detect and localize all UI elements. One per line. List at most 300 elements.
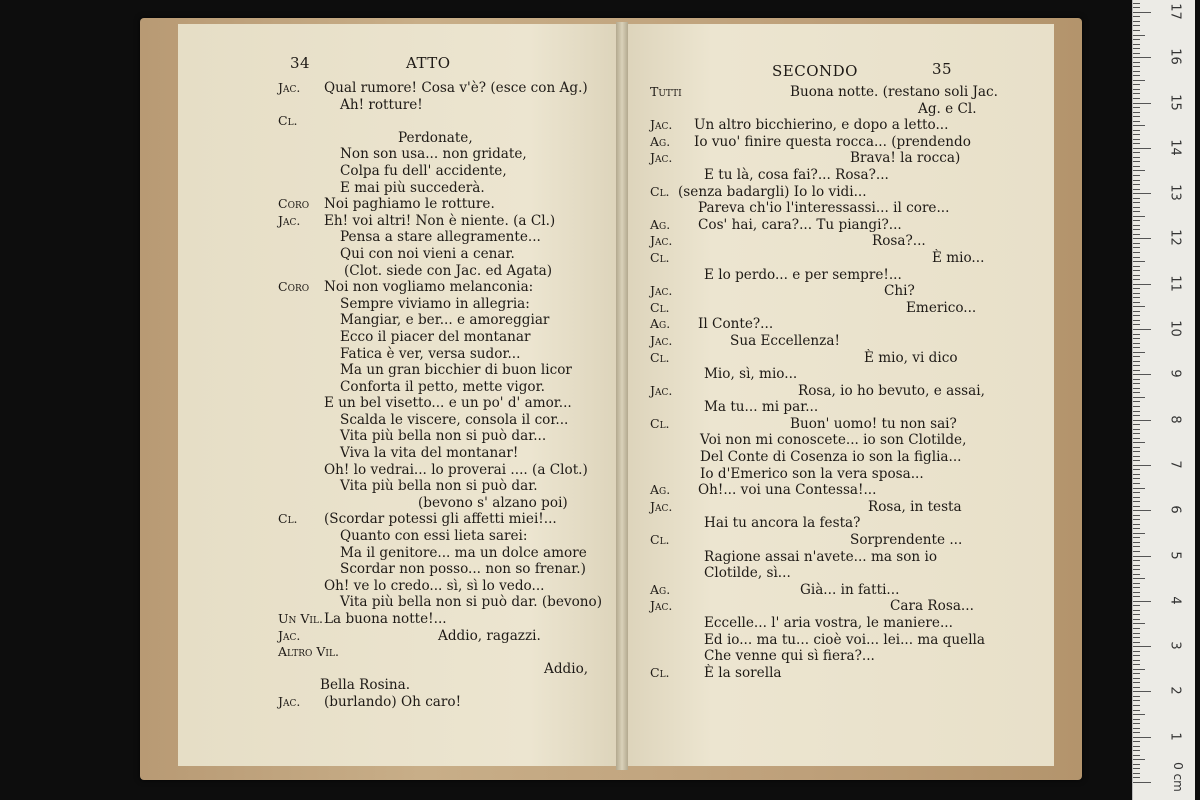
ruler-tick xyxy=(1133,352,1145,353)
ruler-tick xyxy=(1133,297,1140,298)
text-line xyxy=(278,312,608,329)
ruler-tick xyxy=(1133,687,1140,688)
ruler-tick xyxy=(1133,587,1140,588)
ruler-number: 2 xyxy=(1167,686,1183,696)
ruler-tick xyxy=(1133,84,1140,85)
ruler-tick xyxy=(1133,768,1140,769)
ruler-tick xyxy=(1133,714,1145,715)
ruler-tick xyxy=(1133,379,1140,380)
text-line xyxy=(650,167,1050,184)
ruler-tick xyxy=(1133,107,1140,108)
speaker-label: Cl. xyxy=(650,664,670,680)
speaker-label: Jac. xyxy=(278,693,301,709)
ruler-tick xyxy=(1133,293,1140,294)
text-line xyxy=(278,180,608,197)
text-line xyxy=(278,146,608,163)
ruler-tick xyxy=(1133,746,1140,747)
ruler-tick xyxy=(1133,152,1140,153)
ruler-tick xyxy=(1133,460,1140,461)
verse-text: Addio, ragazzi. xyxy=(438,627,541,644)
speaker-label: Un Vil. xyxy=(278,611,323,626)
verse-text: Ed io... ma tu... cioè voi... lei... ma quella xyxy=(704,631,985,648)
ruler-tick xyxy=(1133,329,1151,330)
ruler-tick xyxy=(1133,343,1140,344)
ruler-tick xyxy=(1133,93,1140,94)
verse-text: Del Conte di Cosenza io son la figlia... xyxy=(700,449,962,466)
text-line xyxy=(650,515,1050,532)
ruler-tick xyxy=(1133,456,1140,457)
text-line xyxy=(650,466,1050,483)
verse-text: È mio... xyxy=(932,249,985,266)
verse-text: Buon' uomo! tu non sai? xyxy=(790,415,957,432)
text-line xyxy=(650,350,1050,367)
ruler-tick xyxy=(1133,66,1140,67)
verse-text: Rosa, io ho bevuto, e assai, xyxy=(798,382,985,399)
ruler-tick xyxy=(1133,411,1140,412)
text-line xyxy=(278,545,608,562)
right-running-head: SECONDO xyxy=(772,62,858,80)
ruler-tick xyxy=(1133,578,1145,579)
verse-text: Vita più bella non si può dar. (bevono) xyxy=(340,594,603,611)
text-line xyxy=(650,499,1050,516)
text-line xyxy=(650,532,1050,549)
ruler-tick xyxy=(1133,429,1140,430)
ruler-tick xyxy=(1133,306,1145,307)
ruler-tick xyxy=(1133,320,1140,321)
speaker-label: Altro Vil. xyxy=(278,644,339,660)
verse-text: Oh! lo vedrai... lo proverai .... (a Clot.) xyxy=(324,461,588,478)
ruler-tick xyxy=(1133,125,1145,126)
text-line xyxy=(278,296,608,313)
ruler-tick xyxy=(1133,80,1145,81)
ruler-tick xyxy=(1133,719,1140,720)
ruler-tick xyxy=(1133,116,1140,117)
ruler-tick xyxy=(1133,560,1140,561)
verse-text: Io vuo' finire questa rocca... (prendendo xyxy=(694,133,971,150)
verse-text: Conforta il petto, mette vigor. xyxy=(340,378,545,395)
ruler-tick xyxy=(1133,442,1145,443)
verse-text: Cos' hai, cara?... Tu piangi?... xyxy=(698,216,902,233)
ruler-tick xyxy=(1133,374,1151,375)
ruler-tick xyxy=(1133,198,1140,199)
ruler-tick xyxy=(1133,397,1145,398)
verse-text: La buona notte!... xyxy=(324,611,447,627)
ruler-tick xyxy=(1133,216,1145,217)
ruler-tick xyxy=(1133,279,1140,280)
ruler-tick xyxy=(1133,614,1140,615)
ruler-tick xyxy=(1133,551,1140,552)
verse-text: Mio, sì, mio... xyxy=(704,366,798,383)
verse-text: È la sorella xyxy=(704,664,782,681)
ruler-tick xyxy=(1133,220,1140,221)
ruler-tick xyxy=(1133,533,1145,534)
ruler-tick xyxy=(1133,664,1140,665)
verse-text: Ecco il piacer del montanar xyxy=(340,328,531,345)
verse-text: E tu là, cosa fai?... Rosa?... xyxy=(704,166,889,183)
ruler-tick xyxy=(1133,406,1140,407)
verse-text: Viva la vita del montanar! xyxy=(340,445,519,462)
speaker-label: Ag. xyxy=(650,216,671,232)
ruler-tick xyxy=(1133,478,1140,479)
verse-text: Pensa a stare allegramente... xyxy=(340,229,541,246)
ruler-tick xyxy=(1133,605,1140,606)
verse-text: Rosa, in testa xyxy=(868,498,962,515)
ruler-tick xyxy=(1133,764,1140,765)
verse-text: Voi non mi conoscete... io son Clotilde, xyxy=(700,432,967,449)
ruler-tick xyxy=(1133,415,1140,416)
speaker-label: Cl. xyxy=(650,415,670,431)
text-line xyxy=(650,598,1050,615)
verse-text: E un bel visetto... e un po' d' amor... xyxy=(324,395,572,412)
speaker-label: Cl. xyxy=(650,532,670,548)
ruler-tick xyxy=(1133,678,1140,679)
book-spine xyxy=(616,22,628,770)
verse-text: Chi? xyxy=(884,283,915,300)
text-line xyxy=(278,661,608,678)
ruler-number: 4 xyxy=(1167,596,1183,605)
ruler-number: 9 xyxy=(1167,369,1183,378)
text-line xyxy=(278,362,608,379)
verse-text: (burlando) Oh caro! xyxy=(324,693,462,710)
text-line xyxy=(278,213,608,230)
ruler-tick xyxy=(1133,642,1140,643)
ruler-tick xyxy=(1133,62,1140,63)
verse-text: Hai tu ancora la festa? xyxy=(704,515,861,532)
ruler-tick xyxy=(1133,451,1140,452)
ruler-tick xyxy=(1133,696,1140,697)
ruler-tick xyxy=(1133,225,1140,226)
text-line xyxy=(278,130,608,147)
speaker-label: Ag. xyxy=(650,482,671,498)
text-line xyxy=(650,399,1050,416)
ruler-tick xyxy=(1133,388,1140,389)
text-line xyxy=(650,233,1050,250)
text-line xyxy=(650,200,1050,217)
ruler-tick xyxy=(1133,44,1140,45)
text-line xyxy=(278,495,608,512)
text-line xyxy=(278,329,608,346)
verse-text: Qual rumore! Cosa v'è? (esce con Ag.) xyxy=(324,80,588,96)
ruler-tick xyxy=(1133,71,1140,72)
verse-text: E lo perdo... e per sempre!... xyxy=(704,266,902,283)
verse-text: È mio, vi dico xyxy=(864,349,958,366)
ruler-number: 15 xyxy=(1167,93,1183,111)
ruler-tick xyxy=(1133,515,1140,516)
ruler-tick xyxy=(1133,447,1140,448)
ruler-number: 12 xyxy=(1167,229,1183,247)
ruler-tick xyxy=(1133,3,1140,4)
verse-text: Mangiar, e ber... e amoreggiar xyxy=(340,312,550,329)
speaker-label: Cl. xyxy=(650,183,670,199)
ruler-tick xyxy=(1133,646,1151,647)
ruler-tick xyxy=(1133,252,1140,253)
measuring-ruler xyxy=(1132,0,1195,800)
ruler-tick xyxy=(1133,130,1140,131)
ruler-tick xyxy=(1133,782,1151,783)
ruler-tick xyxy=(1133,492,1140,493)
text-line xyxy=(650,582,1050,599)
speaker-label: Ag. xyxy=(650,581,671,597)
text-line xyxy=(278,379,608,396)
ruler-tick xyxy=(1133,705,1140,706)
ruler-tick xyxy=(1133,180,1140,181)
ruler-number: 3 xyxy=(1167,641,1183,650)
verse-text: Ma tu... mi par... xyxy=(704,399,819,416)
ruler-tick xyxy=(1133,750,1140,751)
ruler-tick xyxy=(1133,497,1140,498)
ruler-tick xyxy=(1133,728,1140,729)
ruler-tick xyxy=(1133,655,1140,656)
ruler-tick xyxy=(1133,35,1145,36)
ruler-tick xyxy=(1133,334,1140,335)
ruler-tick xyxy=(1133,288,1140,289)
ruler-tick xyxy=(1133,365,1140,366)
ruler-tick xyxy=(1133,302,1140,303)
ruler-tick xyxy=(1133,57,1151,58)
ruler-tick xyxy=(1133,424,1140,425)
ruler-tick xyxy=(1133,175,1140,176)
ruler-tick xyxy=(1133,315,1140,316)
ruler-tick xyxy=(1133,528,1140,529)
ruler-tick xyxy=(1133,623,1145,624)
ruler-number: 13 xyxy=(1167,184,1183,201)
verse-text: Oh! ve lo credo... sì, sì lo vedo... xyxy=(324,577,545,594)
ruler-tick xyxy=(1133,161,1140,162)
text-line xyxy=(650,217,1050,234)
speaker-label: Jac. xyxy=(650,382,673,398)
ruler-tick xyxy=(1133,392,1140,393)
ruler-number: 1 xyxy=(1167,732,1183,741)
ruler-tick xyxy=(1133,370,1140,371)
speaker-label: Jac. xyxy=(650,598,673,614)
text-line xyxy=(650,150,1050,167)
text-line xyxy=(278,528,608,545)
text-line xyxy=(278,395,608,412)
ruler-tick xyxy=(1133,234,1140,235)
verse-text: Ragione assai n'avete... ma son io xyxy=(704,548,938,565)
ruler-tick xyxy=(1133,732,1140,733)
ruler-tick xyxy=(1133,25,1140,26)
text-line xyxy=(650,300,1050,317)
verse-text: Vita più bella non si può dar... xyxy=(340,428,547,445)
verse-text: (bevono s' alzano poi) xyxy=(418,494,568,511)
verse-text: (senza badargli) Io lo vidi... xyxy=(678,183,867,200)
ruler-tick xyxy=(1133,238,1151,239)
verse-text: (Clot. siede con Jac. ed Agata) xyxy=(344,262,553,279)
text-line xyxy=(278,412,608,429)
ruler-number: 16 xyxy=(1167,48,1183,65)
text-line xyxy=(650,366,1050,383)
ruler-tick xyxy=(1133,469,1140,470)
verse-text: Ag. e Cl. xyxy=(918,100,977,117)
text-line xyxy=(278,511,608,528)
ruler-unit-label: 0 cm xyxy=(1170,762,1185,792)
text-line xyxy=(278,478,608,495)
ruler-tick xyxy=(1133,741,1140,742)
verse-text: Clotilde, sì... xyxy=(704,565,791,582)
verse-text: Che venne qui sì fiera?... xyxy=(704,648,875,665)
ruler-tick xyxy=(1133,628,1140,629)
text-line xyxy=(650,665,1050,682)
ruler-tick xyxy=(1133,433,1140,434)
speaker-label: Cl. xyxy=(650,299,670,315)
ruler-number: 14 xyxy=(1167,139,1183,156)
text-line xyxy=(650,648,1050,665)
verse-text: Io d'Emerico son la vera sposa... xyxy=(700,465,924,482)
text-line xyxy=(650,267,1050,284)
right-page-number: 35 xyxy=(932,60,953,78)
ruler-tick xyxy=(1133,669,1145,670)
ruler-tick xyxy=(1133,651,1140,652)
ruler-tick xyxy=(1133,16,1140,17)
speaker-label: Jac. xyxy=(650,332,673,348)
ruler-tick xyxy=(1133,755,1140,756)
ruler-tick xyxy=(1133,682,1140,683)
verse-text: Quanto con essi lieta sarei: xyxy=(340,528,528,545)
verse-text: Noi paghiamo le rotture. xyxy=(324,196,495,213)
text-line xyxy=(278,445,608,462)
ruler-tick xyxy=(1133,556,1151,557)
ruler-tick xyxy=(1133,270,1140,271)
ruler-tick xyxy=(1133,207,1140,208)
ruler-tick xyxy=(1133,773,1140,774)
ruler-tick xyxy=(1133,170,1145,171)
text-line xyxy=(650,333,1050,350)
text-line xyxy=(650,84,1050,101)
ruler-tick xyxy=(1133,619,1140,620)
text-line xyxy=(278,628,608,645)
ruler-tick xyxy=(1133,284,1151,285)
ruler-tick xyxy=(1133,777,1140,778)
verse-text: Vita più bella non si può dar. xyxy=(340,478,538,495)
ruler-tick xyxy=(1133,257,1140,258)
ruler-tick xyxy=(1133,261,1145,262)
ruler-tick xyxy=(1133,266,1140,267)
text-line xyxy=(650,184,1050,201)
ruler-tick xyxy=(1133,229,1140,230)
ruler-tick xyxy=(1133,700,1140,701)
verse-text: Il Conte?... xyxy=(698,316,774,333)
right-page xyxy=(626,24,1054,766)
verse-text: Non son usa... non gridate, xyxy=(340,146,527,163)
ruler-number: 7 xyxy=(1167,460,1183,469)
text-line xyxy=(650,432,1050,449)
ruler-tick xyxy=(1133,401,1140,402)
verse-text: Perdonate, xyxy=(398,129,473,146)
ruler-tick xyxy=(1133,148,1151,149)
ruler-tick xyxy=(1133,48,1140,49)
text-line xyxy=(278,196,608,213)
text-line xyxy=(278,80,608,97)
verse-text: Sempre viviamo in allegria: xyxy=(340,295,530,312)
text-line xyxy=(278,97,608,114)
ruler-tick xyxy=(1133,583,1140,584)
ruler-tick xyxy=(1133,7,1140,8)
ruler-tick xyxy=(1133,759,1145,760)
text-line xyxy=(650,482,1050,499)
ruler-tick xyxy=(1133,39,1140,40)
text-line xyxy=(650,383,1050,400)
text-line xyxy=(278,246,608,263)
text-line xyxy=(278,611,608,628)
ruler-tick xyxy=(1133,21,1140,22)
verse-text: Addio, xyxy=(544,660,589,677)
text-line xyxy=(650,615,1050,632)
ruler-tick xyxy=(1133,189,1140,190)
speaker-label: Jac. xyxy=(278,80,301,95)
ruler-tick xyxy=(1133,637,1140,638)
verse-text: Sorprendente ... xyxy=(850,532,963,549)
ruler-tick xyxy=(1133,311,1140,312)
ruler-tick xyxy=(1133,211,1140,212)
verse-text: Rosa?... xyxy=(872,233,926,250)
ruler-tick xyxy=(1133,633,1140,634)
text-line xyxy=(650,549,1050,566)
verse-text: Sua Eccellenza! xyxy=(730,332,840,349)
text-line xyxy=(278,279,608,296)
ruler-tick xyxy=(1133,420,1151,421)
text-line xyxy=(278,113,608,130)
text-line xyxy=(278,263,608,280)
ruler-tick xyxy=(1133,338,1140,339)
ruler-tick xyxy=(1133,488,1145,489)
text-line xyxy=(278,561,608,578)
ruler-tick xyxy=(1133,202,1140,203)
text-line xyxy=(650,134,1050,151)
ruler-number: 17 xyxy=(1167,3,1183,20)
text-line xyxy=(278,346,608,363)
ruler-tick xyxy=(1133,691,1151,692)
text-line xyxy=(650,283,1050,300)
left-page-text xyxy=(278,80,608,711)
verse-text: Ah! rotture! xyxy=(340,96,423,113)
text-line xyxy=(650,632,1050,649)
left-running-head: ATTO xyxy=(406,54,451,72)
verse-text: Scalda le viscere, consola il cor... xyxy=(340,411,569,428)
text-line xyxy=(278,594,608,611)
ruler-tick xyxy=(1133,383,1140,384)
ruler-tick xyxy=(1133,134,1140,135)
ruler-tick xyxy=(1133,542,1140,543)
verse-text: Scordar non posso... non so frenar.) xyxy=(340,561,586,578)
verse-text: Oh!... voi una Contessa!... xyxy=(698,482,877,499)
text-line xyxy=(278,677,608,694)
speaker-label: Jac. xyxy=(650,233,673,249)
verse-text: (Scordar potessi gli affetti miei!... xyxy=(324,511,557,528)
speaker-label: Coro xyxy=(278,279,310,295)
text-line xyxy=(650,316,1050,333)
speaker-label: Jac. xyxy=(278,212,301,228)
ruler-tick xyxy=(1133,519,1140,520)
speaker-label: Jac. xyxy=(650,498,673,514)
verse-text: Pareva ch'io l'interessassi... il core... xyxy=(698,200,950,217)
verse-text: Eh! voi altri! Non è niente. (a Cl.) xyxy=(324,212,556,229)
text-line xyxy=(278,644,608,661)
verse-text: Un altro bicchierino, e dopo a letto... xyxy=(694,117,949,134)
ruler-number: 8 xyxy=(1167,414,1183,424)
text-line xyxy=(650,101,1050,118)
speaker-label: Coro xyxy=(278,196,310,212)
text-line xyxy=(650,416,1050,433)
verse-text: Qui con noi vieni a cenar. xyxy=(340,245,515,262)
verse-text: Buona notte. (restano soli Jac. xyxy=(790,84,998,100)
verse-text: Bella Rosina. xyxy=(320,677,411,694)
text-line xyxy=(650,449,1050,466)
ruler-tick xyxy=(1133,474,1140,475)
ruler-tick xyxy=(1133,710,1140,711)
text-line xyxy=(650,117,1050,134)
text-line xyxy=(278,462,608,479)
